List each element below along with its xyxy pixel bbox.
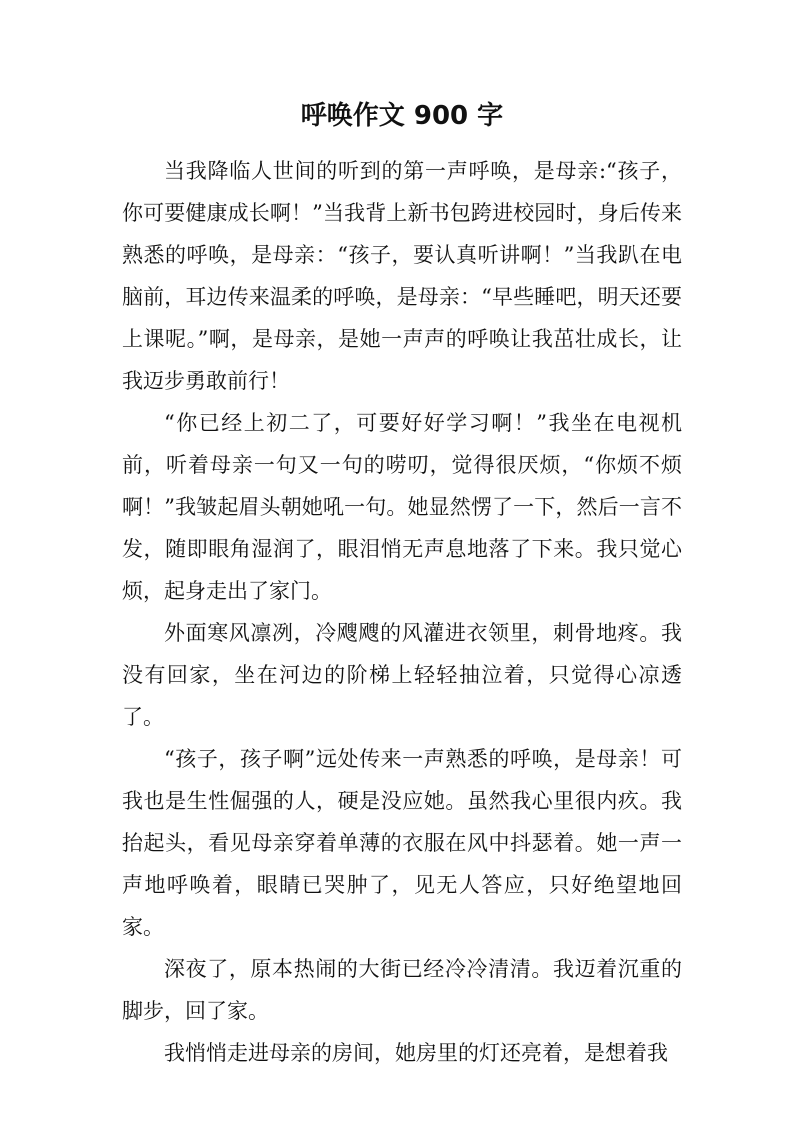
paragraph: 深夜了，原本热闹的大街已经冷冷清清。我迈着沉重的脚步，回了家。	[122, 957, 682, 1023]
paragraph: 外面寒风凛冽，冷飕飕的风灌进衣领里，刺骨地疼。我没有回家，坐在河边的阶梯上轻轻抽泣着，只觉得心凉透了。	[122, 621, 682, 729]
paragraph: “你已经上初二了，可要好好学习啊！”我坐在电视机前，听着母亲一句又一句的唠叨，觉得很厌烦，“你烦不烦啊！”我皱起眉头朝她吼一句。她显然愣了一下，然后一言不发，随即眼角湿润了，眼泪悄无声息地落了下来。我只觉心烦，起身走出了家门。	[122, 411, 682, 603]
document-title: 呼唤作文 900 字	[300, 101, 504, 131]
document-body	[122, 150, 682, 1074]
paragraph: 当我降临人世间的听到的第一声呼唤，是母亲:“孩子，你可要健康成长啊！”当我背上新书包跨进校园时，身后传来熟悉的呼唤，是母亲：“孩子，要认真听讲啊！”当我趴在电脑前，耳边传来温柔的呼唤，是母亲：“早些睡吧，明天还要上课呢。”啊，是母亲，是她一声声的呼唤让我茁壮成长，让我迈步勇敢前行！	[122, 159, 682, 393]
paragraph: “孩子，孩子啊”远处传来一声熟悉的呼唤，是母亲！可我也是生性倔强的人，硬是没应她。虽然我心里很内疚。我抬起头，看见母亲穿着单薄的衣服在风中抖瑟着。她一声一声地呼唤着，眼睛已哭肿了，见无人答应，只好绝望地回家。	[122, 747, 682, 939]
paragraph: 我悄悄走进母亲的房间，她房里的灯还亮着，是想着我	[164, 1041, 668, 1065]
